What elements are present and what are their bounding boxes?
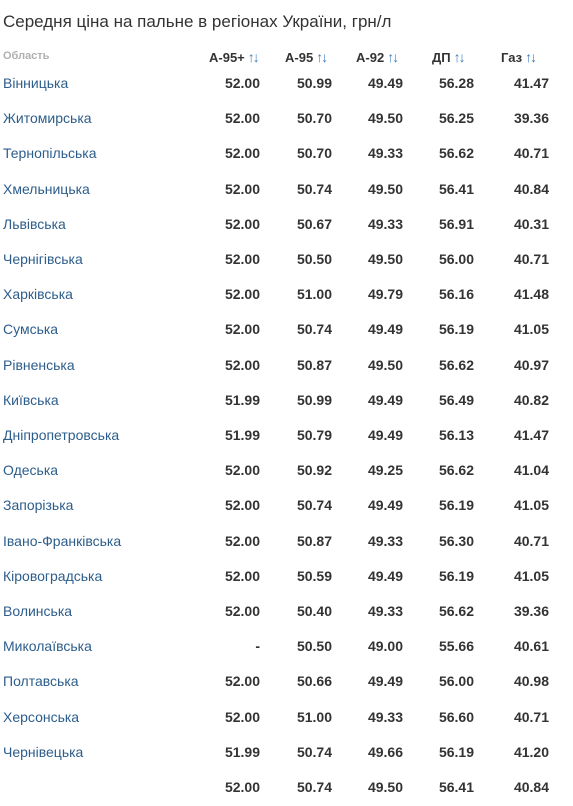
price-a95plus: 52.00 — [224, 532, 260, 549]
price-a95plus: 52.00 — [224, 603, 260, 619]
price-gas: 40.71 — [513, 145, 549, 162]
price-a92: 49.50 — [367, 110, 403, 127]
price-a95plus: 52.00 — [224, 356, 260, 373]
price-a95plus: 51.99 — [224, 743, 260, 760]
price-gas: 41.05 — [513, 497, 549, 514]
price-gas: 40.31 — [513, 215, 549, 232]
price-a95: 50.92 — [296, 462, 332, 479]
price-diesel: 56.62 — [438, 145, 474, 162]
price-a95: 50.70 — [296, 110, 332, 127]
price-a95plus: 51.99 — [224, 391, 260, 408]
table-row — [0, 489, 573, 524]
table-row — [0, 560, 573, 595]
column-header-region: Область — [3, 50, 50, 62]
column-header-a95plus[interactable]: А-95+ ↑↓ — [209, 49, 258, 65]
sort-arrows-icon[interactable]: ↑↓ — [387, 49, 398, 65]
price-a95plus: 52.00 — [224, 567, 260, 584]
table-row — [0, 454, 573, 489]
price-a92: 49.50 — [367, 251, 403, 267]
price-diesel: 56.19 — [438, 321, 474, 338]
price-a95: 50.74 — [296, 321, 332, 338]
price-a95: 50.74 — [296, 743, 332, 760]
table-row — [0, 313, 573, 348]
region-link[interactable]: Полтавська — [3, 673, 79, 690]
price-gas: 39.36 — [513, 110, 549, 127]
page-title: Середня ціна на пальне в регіонах України, грн/л — [3, 12, 392, 31]
price-a92: 49.33 — [367, 145, 403, 162]
price-a92: 49.49 — [367, 75, 403, 91]
region-link[interactable]: Чернівецька — [3, 743, 84, 760]
price-a92: 49.79 — [367, 286, 403, 303]
table-row — [0, 208, 573, 243]
price-a95: 51.00 — [296, 286, 332, 303]
region-link[interactable]: Одеська — [3, 462, 59, 479]
price-a95: 50.40 — [296, 603, 332, 619]
sort-arrows-icon[interactable]: ↑↓ — [316, 49, 327, 65]
price-a92: 49.49 — [367, 321, 403, 338]
price-gas: 40.84 — [513, 180, 549, 197]
price-a95plus: 52.00 — [224, 215, 260, 232]
price-diesel: 56.13 — [438, 427, 474, 443]
price-gas: 40.97 — [513, 356, 549, 373]
price-a92: 49.25 — [367, 462, 403, 479]
price-gas: 41.47 — [513, 75, 549, 91]
price-a92: 49.00 — [367, 638, 403, 655]
price-gas: 41.48 — [513, 286, 549, 303]
sort-arrows-icon[interactable]: ↑↓ — [453, 49, 464, 65]
region-link[interactable]: Вінницька — [3, 75, 69, 91]
price-a92: 49.49 — [367, 567, 403, 584]
price-gas: 40.71 — [513, 251, 549, 267]
price-diesel: 56.19 — [438, 497, 474, 514]
table-row — [0, 173, 573, 208]
region-link[interactable]: Київська — [3, 391, 59, 408]
price-a95plus: 52.00 — [224, 462, 260, 479]
price-diesel: 56.91 — [438, 215, 474, 232]
price-diesel: 55.66 — [438, 638, 474, 655]
price-a95plus: 52.00 — [224, 251, 260, 267]
table-row — [0, 736, 573, 771]
region-link[interactable]: Рівненська — [3, 356, 75, 373]
price-a95plus: - — [255, 638, 260, 655]
price-a95plus: 52.00 — [224, 110, 260, 127]
table-row — [0, 384, 573, 419]
price-a95plus: 52.00 — [224, 708, 260, 725]
region-link[interactable]: Запорізька — [3, 497, 74, 514]
price-gas: 40.98 — [513, 673, 549, 690]
price-a95: 50.99 — [296, 75, 332, 91]
price-gas: 41.04 — [513, 462, 549, 479]
region-link[interactable]: Тернопільська — [3, 145, 97, 162]
region-link[interactable]: Чернігівська — [3, 251, 83, 267]
price-a95: 50.50 — [296, 638, 332, 655]
price-a92: 49.50 — [367, 356, 403, 373]
price-diesel: 56.25 — [438, 110, 474, 127]
price-diesel: 56.60 — [438, 708, 474, 725]
table-row — [0, 525, 573, 560]
price-a92: 49.33 — [367, 603, 403, 619]
region-link[interactable]: Миколаївська — [3, 638, 92, 655]
price-a95: 50.79 — [296, 427, 332, 443]
table-row — [0, 102, 573, 137]
region-link[interactable]: Івано-Франківська — [3, 532, 122, 549]
region-link[interactable]: Житомирська — [3, 110, 92, 127]
price-a95plus: 52.00 — [224, 286, 260, 303]
price-a95: 50.59 — [296, 567, 332, 584]
price-gas: 41.05 — [513, 567, 549, 584]
price-a92: 49.49 — [367, 673, 403, 690]
price-a95plus: 52.00 — [224, 779, 260, 795]
table-row — [0, 67, 573, 102]
region-link[interactable]: Львівська — [3, 215, 66, 232]
region-link[interactable]: Хмельницька — [3, 180, 90, 197]
table-row — [0, 243, 573, 278]
price-diesel: 56.00 — [438, 251, 474, 267]
table-row — [0, 595, 573, 630]
price-diesel: 56.62 — [438, 356, 474, 373]
price-diesel: 56.62 — [438, 462, 474, 479]
price-a92: 49.33 — [367, 708, 403, 725]
table-row — [0, 665, 573, 700]
table-row — [0, 630, 573, 665]
price-diesel: 56.49 — [438, 391, 474, 408]
region-link[interactable]: Харківська — [3, 286, 73, 303]
price-gas: 40.82 — [513, 391, 549, 408]
price-diesel: 56.19 — [438, 567, 474, 584]
price-a95: 50.67 — [296, 215, 332, 232]
price-diesel: 56.19 — [438, 743, 474, 760]
table-row — [0, 278, 573, 313]
table-row — [0, 137, 573, 172]
price-diesel: 56.30 — [438, 532, 474, 549]
column-header-diesel[interactable]: ДП ↑↓ — [432, 49, 464, 65]
price-gas: 40.84 — [513, 779, 549, 795]
region-link[interactable]: Волинська — [3, 603, 73, 619]
price-gas: 40.61 — [513, 638, 549, 655]
price-diesel: 56.00 — [438, 673, 474, 690]
column-header-a92[interactable]: А-92 ↑↓ — [356, 49, 398, 65]
price-gas: 40.71 — [513, 708, 549, 725]
price-a95plus: 52.00 — [224, 145, 260, 162]
price-gas: 39.36 — [513, 603, 549, 619]
price-gas: 41.20 — [513, 743, 549, 760]
price-a95plus: 52.00 — [224, 321, 260, 338]
price-a95: 50.74 — [296, 779, 332, 795]
region-link[interactable]: Сумська — [3, 321, 59, 338]
price-a95plus: 52.00 — [224, 180, 260, 197]
price-a95: 50.74 — [296, 497, 332, 514]
price-gas: 41.47 — [513, 427, 549, 443]
price-gas: 40.71 — [513, 532, 549, 549]
price-a92: 49.66 — [367, 743, 403, 760]
price-a92: 49.50 — [367, 180, 403, 197]
region-link[interactable]: Дніпропетровська — [3, 427, 120, 443]
column-header-a95[interactable]: А-95 ↑↓ — [285, 49, 327, 65]
price-a95: 50.50 — [296, 251, 332, 267]
region-link[interactable]: Кіровоградська — [3, 567, 103, 584]
price-a92: 49.50 — [367, 779, 403, 795]
table-header — [0, 46, 573, 68]
price-a95plus: 52.00 — [224, 75, 260, 91]
price-a92: 49.33 — [367, 215, 403, 232]
price-a95: 50.99 — [296, 391, 332, 408]
price-diesel: 56.41 — [438, 180, 474, 197]
price-a92: 49.49 — [367, 391, 403, 408]
price-a95plus: 52.00 — [224, 497, 260, 514]
price-a92: 49.33 — [367, 532, 403, 549]
price-gas: 41.05 — [513, 321, 549, 338]
table-row — [0, 349, 573, 384]
price-a95: 50.66 — [296, 673, 332, 690]
price-a95plus: 52.00 — [224, 673, 260, 690]
price-diesel: 56.62 — [438, 603, 474, 619]
price-a92: 49.49 — [367, 497, 403, 514]
price-a95plus: 51.99 — [224, 427, 260, 443]
table-row — [0, 419, 573, 454]
price-diesel: 56.28 — [438, 75, 474, 91]
sort-arrows-icon[interactable]: ↑↓ — [247, 49, 258, 65]
price-a95: 51.00 — [296, 708, 332, 725]
price-diesel: 56.16 — [438, 286, 474, 303]
region-link[interactable]: Херсонська — [3, 708, 80, 725]
price-a92: 49.49 — [367, 427, 403, 443]
price-a95: 50.87 — [296, 356, 332, 373]
price-a95: 50.70 — [296, 145, 332, 162]
sort-arrows-icon[interactable]: ↑↓ — [525, 49, 536, 65]
column-header-gas[interactable]: Газ ↑↓ — [501, 49, 536, 65]
price-a95: 50.87 — [296, 532, 332, 549]
table-row — [0, 701, 573, 736]
price-diesel: 56.41 — [438, 779, 474, 795]
price-a95: 50.74 — [296, 180, 332, 197]
